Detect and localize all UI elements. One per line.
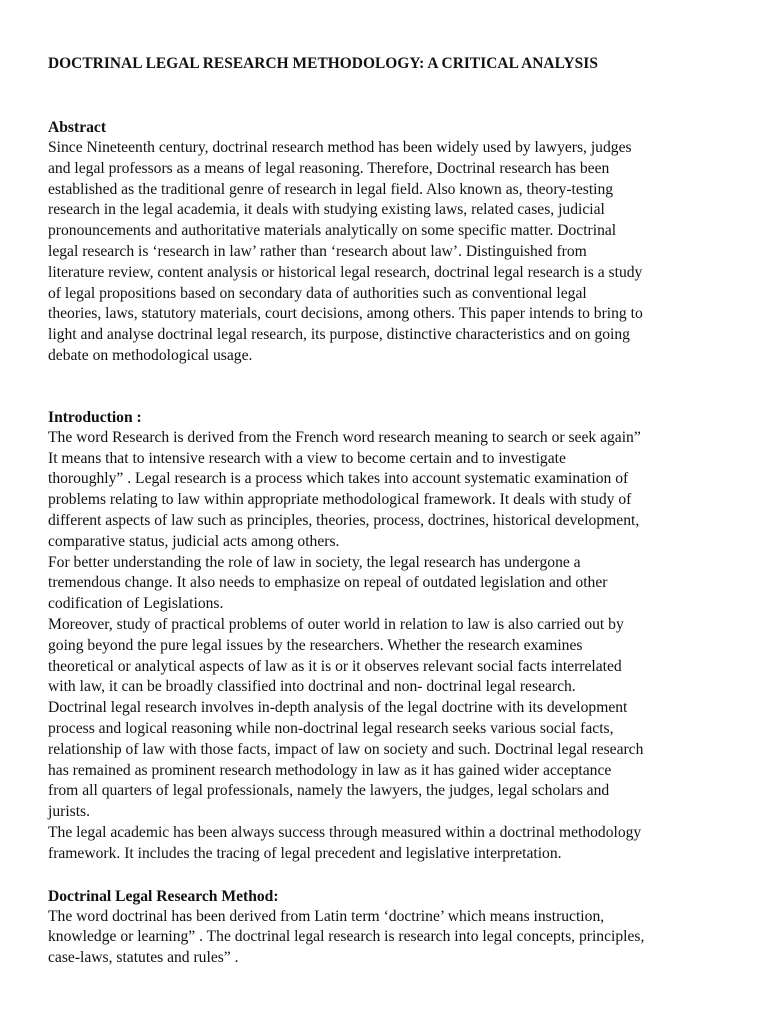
abstract-paragraph <box>48 138 738 367</box>
text-line: The word Research is derived from the French word research meaning to search or seek again” <box>48 428 641 446</box>
text-line: problems relating to law within appropriate methodological framework. It deals with study of <box>48 491 632 509</box>
text-line: literature review, content analysis or historical legal research, doctrinal legal research is a study <box>48 263 643 281</box>
document-body <box>48 53 738 969</box>
text-line: process and logical reasoning while non-doctrinal legal research seeks various social facts, <box>48 719 614 737</box>
text-line: Moreover, study of practical problems of outer world in relation to law is also carried out by <box>48 615 624 633</box>
doctrinal-method-section <box>48 886 738 969</box>
text-line: comparative status, judicial acts among others. <box>48 532 340 550</box>
text-line: theoretical or analytical aspects of law as it is or it observes relevant social facts interrelated <box>48 657 622 675</box>
text-line: research in the legal academia, it deals with studying existing laws, related cases, judicial <box>48 201 605 219</box>
text-line: tremendous change. It also needs to emphasize on repeal of outdated legislation and other <box>48 574 608 592</box>
text-line: codification of Legislations. <box>48 595 224 613</box>
text-line: relationship of law with those facts, impact of law on society and such. Doctrinal legal research <box>48 740 644 758</box>
text-line: framework. It includes the tracing of legal precedent and legislative interpretation. <box>48 844 562 862</box>
text-line: For better understanding the role of law in society, the legal research has undergone a <box>48 553 581 571</box>
text-line: and legal professors as a means of legal reasoning. Therefore, Doctrinal research has been <box>48 159 610 177</box>
text-line: Doctrinal legal research involves in-depth analysis of the legal doctrine with its development <box>48 699 628 717</box>
text-line: debate on methodological usage. <box>48 346 253 364</box>
section-heading-introduction: Introduction : <box>48 408 142 426</box>
text-line: theories, laws, statutory materials, court decisions, among others. This paper intends to bring to <box>48 305 643 323</box>
text-line: case-laws, statutes and rules” . <box>48 949 239 967</box>
introduction-paragraphs <box>48 428 738 865</box>
abstract-section <box>48 117 738 367</box>
text-line: different aspects of law such as principles, theories, process, doctrines, historical development, <box>48 511 640 529</box>
text-line: light and analyse doctrinal legal research, its purpose, distinctive characteristics and on going <box>48 326 630 344</box>
text-line: has remained as prominent research methodology in law as it has gained wider acceptance <box>48 761 612 779</box>
text-line: thoroughly” . Legal research is a process which takes into account systematic examination of <box>48 470 629 488</box>
text-line: legal research is ‘research in law’ rather than ‘research about law’. Distinguished from <box>48 242 587 260</box>
document-title: DOCTRINAL LEGAL RESEARCH METHODOLOGY: A CRITICAL ANALYSIS <box>48 55 598 72</box>
introduction-section <box>48 407 738 865</box>
text-line: of legal propositions based on secondary data of authorities such as conventional legal <box>48 284 587 302</box>
text-line: with law, it can be broadly classified into doctrinal and non- doctrinal legal research. <box>48 678 576 696</box>
text-line: established as the traditional genre of research in legal field. Also known as, theory-testing <box>48 180 614 198</box>
doctrinal-method-paragraph <box>48 907 738 969</box>
text-line: The legal academic has been always success through measured within a doctrinal methodology <box>48 823 642 841</box>
section-heading-doctrinal-method: Doctrinal Legal Research Method: <box>48 887 279 905</box>
text-line: knowledge or learning” . The doctrinal legal research is research into legal concepts, principles, <box>48 928 645 946</box>
text-line: It means that to intensive research with a view to become certain and to investigate <box>48 449 566 467</box>
text-line: going beyond the pure legal issues by the researchers. Whether the research examines <box>48 636 583 654</box>
text-line: pronouncements and authoritative materials analytically on some specific matter. Doctrinal <box>48 222 617 240</box>
text-line: The word doctrinal has been derived from Latin term ‘doctrine’ which means instruction, <box>48 907 605 925</box>
text-line: jurists. <box>48 803 91 821</box>
section-heading-abstract: Abstract <box>48 119 107 136</box>
text-line: from all quarters of legal professionals, namely the lawyers, the judges, legal scholars and <box>48 782 610 800</box>
text-line: Since Nineteenth century, doctrinal research method has been widely used by lawyers, judges <box>48 139 632 156</box>
